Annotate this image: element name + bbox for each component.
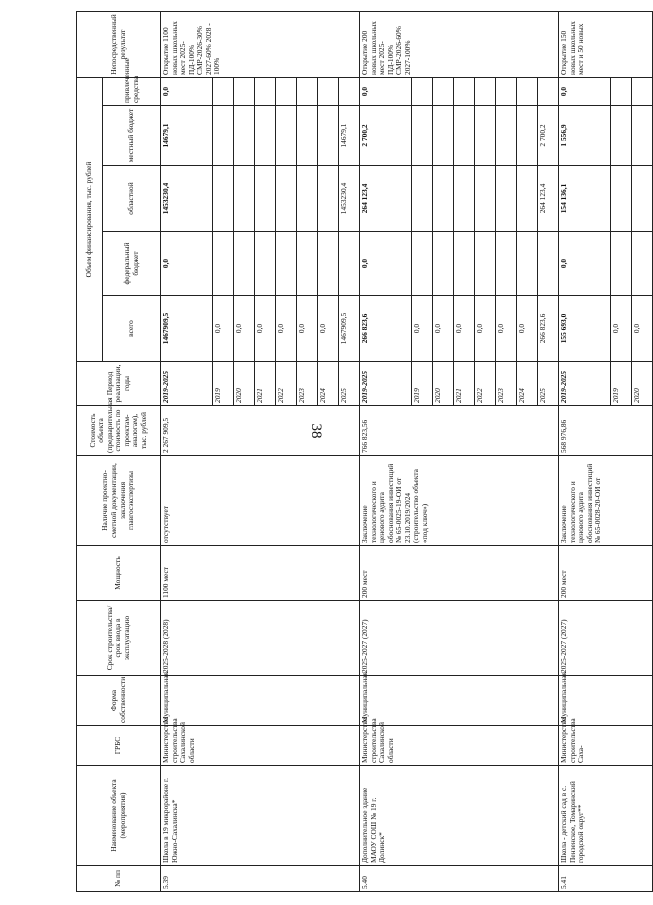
local-amount-cell [496, 106, 517, 166]
other-amount-cell [412, 77, 433, 105]
federal-amount-cell: 0,0 [360, 232, 412, 296]
table-row [161, 11, 213, 891]
period-year-cell: 2024 [318, 362, 339, 406]
other-amount-cell [213, 77, 234, 105]
other-amount-cell [517, 77, 538, 105]
regional-amount-cell: 264 123,4 [538, 166, 559, 232]
regional-amount-cell [297, 166, 318, 232]
total-amount-cell: 0,0 [276, 296, 297, 362]
period-year-cell: 2019 [412, 362, 433, 406]
period-year-cell: 2022 [276, 362, 297, 406]
page-number: 38 [308, 423, 325, 439]
object-name-cell: Школа в 19 микрорайоне г. Южно-Сахалинска* [161, 766, 360, 866]
federal-amount-cell: 0,0 [559, 232, 611, 296]
regional-amount-cell [454, 166, 475, 232]
local-amount-cell [433, 106, 454, 166]
header-capacity: Мощность [77, 546, 161, 601]
period-year-cell: 2023 [496, 362, 517, 406]
header-local: местный бюджет [103, 106, 161, 166]
local-amount-cell [213, 106, 234, 166]
total-amount-cell: 0,0 [234, 296, 255, 362]
period-year-cell: 2019-2025 [559, 362, 611, 406]
local-amount-cell [276, 106, 297, 166]
header-result: Непосредственный результат [77, 11, 161, 77]
other-amount-cell [255, 77, 276, 105]
federal-amount-cell [297, 232, 318, 296]
period-year-cell: 2019-2025 [360, 362, 412, 406]
regional-amount-cell: 1453230,4 [161, 166, 213, 232]
total-amount-cell: 0,0 [255, 296, 276, 362]
other-amount-cell [454, 77, 475, 105]
total-amount-cell: 0,0 [213, 296, 234, 362]
other-amount-cell [339, 77, 360, 105]
period-year-cell: 2025 [538, 362, 559, 406]
header-ownership: Форма собственности [77, 676, 161, 726]
total-amount-cell: 0,0 [318, 296, 339, 362]
object-cost-cell: 2 267 909,5 [161, 406, 360, 456]
federal-amount-cell [433, 232, 454, 296]
federal-amount-cell [412, 232, 433, 296]
period-year-cell: 2019 [611, 362, 632, 406]
federal-amount-cell [339, 232, 360, 296]
regional-amount-cell: 264 123,4 [360, 166, 412, 232]
row-number-cell: 5.41 [559, 866, 653, 892]
total-amount-cell: 0,0 [611, 296, 632, 362]
object-cost-cell: 766 823,56 [360, 406, 559, 456]
period-year-cell: 2024 [517, 362, 538, 406]
regional-amount-cell: 154 136,1 [559, 166, 611, 232]
other-amount-cell [496, 77, 517, 105]
period-year-cell: 2020 [234, 362, 255, 406]
other-amount-cell [318, 77, 339, 105]
federal-amount-cell [496, 232, 517, 296]
other-amount-cell [632, 77, 653, 105]
other-amount-cell: 0,0 [161, 77, 213, 105]
construction-term-cell: 2025-2028 (2028) [161, 601, 360, 676]
header-cost: Стоимость объекта (предварительная стоимость по проектам-аналогам), тыс. рублей [77, 406, 161, 456]
total-amount-cell: 0,0 [297, 296, 318, 362]
page-stage [76, 12, 641, 892]
header-other: привлеченные средства [103, 77, 161, 105]
other-amount-cell: 0,0 [559, 77, 611, 105]
result-cell: Открытие 1100 новых школьных мест 2025-ПД-100% СМР-2026-30% 2027-60% 2028 - 100% [161, 11, 360, 77]
total-amount-cell: 0,0 [475, 296, 496, 362]
other-amount-cell [433, 77, 454, 105]
header-no: № пп [77, 866, 161, 892]
period-year-cell: 2025 [339, 362, 360, 406]
total-amount-cell: 0,0 [454, 296, 475, 362]
grbs-cell: Министерство строительства Саха- [559, 726, 653, 766]
header-regional: областной [103, 166, 161, 232]
result-cell: Открытие 150 новых школьных мест и 50 новых [559, 11, 653, 77]
total-amount-cell: 266 823,6 [360, 296, 412, 362]
period-year-cell: 2022 [475, 362, 496, 406]
federal-amount-cell [475, 232, 496, 296]
local-amount-cell: 1 556,9 [559, 106, 611, 166]
regional-amount-cell [234, 166, 255, 232]
federal-amount-cell [234, 232, 255, 296]
result-cell: Открытие 200 новых школьных мест 2025-ПД-100% СМР-2026-60% 2027-100% [360, 11, 559, 77]
federal-amount-cell [454, 232, 475, 296]
table-header [77, 11, 161, 891]
local-amount-cell: 14679,1 [339, 106, 360, 166]
federal-amount-cell [632, 232, 653, 296]
capacity-cell: 1100 мест [161, 546, 360, 601]
local-amount-cell [297, 106, 318, 166]
regional-amount-cell [475, 166, 496, 232]
capacity-cell: 200 мест [559, 546, 653, 601]
total-amount-cell: 155 693,0 [559, 296, 611, 362]
federal-amount-cell [213, 232, 234, 296]
regional-amount-cell [276, 166, 297, 232]
regional-amount-cell: 1453230,4 [339, 166, 360, 232]
federal-amount-cell [276, 232, 297, 296]
regional-amount-cell [318, 166, 339, 232]
ownership-cell: Муниципальная [161, 676, 360, 726]
regional-amount-cell [632, 166, 653, 232]
local-amount-cell: 14679,1 [161, 106, 213, 166]
local-amount-cell [517, 106, 538, 166]
total-amount-cell: 0,0 [496, 296, 517, 362]
table-row [360, 11, 412, 891]
period-year-cell: 2021 [454, 362, 475, 406]
period-year-cell: 2020 [632, 362, 653, 406]
period-year-cell: 2021 [255, 362, 276, 406]
regional-amount-cell [412, 166, 433, 232]
construction-term-cell: 2025-2027 (2027) [360, 601, 559, 676]
local-amount-cell [611, 106, 632, 166]
row-number-cell: 5.40 [360, 866, 559, 892]
federal-amount-cell [611, 232, 632, 296]
total-amount-cell: 1467909,5 [339, 296, 360, 362]
header-funding: Объем финансирования, тыс. рублей [77, 77, 103, 361]
header-term: Срок строительства/ срок ввода в эксплуатацию [77, 601, 161, 676]
other-amount-cell [297, 77, 318, 105]
header-federal: федеральный бюджет [103, 232, 161, 296]
total-amount-cell: 0,0 [632, 296, 653, 362]
ownership-cell: Муниципальная [360, 676, 559, 726]
period-year-cell: 2019 [213, 362, 234, 406]
table-row [559, 11, 611, 891]
federal-amount-cell [255, 232, 276, 296]
local-amount-cell [318, 106, 339, 166]
ownership-cell: Муниципальная [559, 676, 653, 726]
other-amount-cell [234, 77, 255, 105]
documentation-cell: Заключение технологического и ценового аудита обоснования инвестиций № 65-0025-19-ОИ от 23.10.2019/2024 (строительство объекта «под ключ») [360, 456, 559, 546]
header-name: Наименование объекта (мероприятия) [77, 766, 161, 866]
total-amount-cell: 266 823,6 [538, 296, 559, 362]
object-cost-cell: 568 976,86 [559, 406, 653, 456]
local-amount-cell: 2 700,2 [360, 106, 412, 166]
total-amount-cell: 0,0 [412, 296, 433, 362]
regional-amount-cell [213, 166, 234, 232]
total-amount-cell: 1467909,5 [161, 296, 213, 362]
regional-amount-cell [433, 166, 454, 232]
other-amount-cell [611, 77, 632, 105]
regional-amount-cell [255, 166, 276, 232]
documentation-cell: Заключение технологического и ценового аудита обоснования инвестиций № 65-0028-20-ОИ от [559, 456, 653, 546]
header-period: Период реализации, годы [77, 362, 161, 406]
header-total: всего [103, 296, 161, 362]
federal-amount-cell [318, 232, 339, 296]
local-amount-cell [255, 106, 276, 166]
table-body [161, 11, 653, 891]
local-amount-cell [632, 106, 653, 166]
grbs-cell: Министерство строительства Сахалинской области [161, 726, 360, 766]
federal-amount-cell [517, 232, 538, 296]
header-grbs: ГРБС [77, 726, 161, 766]
local-amount-cell [475, 106, 496, 166]
object-name-cell: Школа - детский сад в с. Пензенское, Томаринский городской округ** [559, 766, 653, 866]
period-year-cell: 2023 [297, 362, 318, 406]
financing-table [76, 11, 653, 892]
row-number-cell: 5.39 [161, 866, 360, 892]
other-amount-cell: 0,0 [360, 77, 412, 105]
total-amount-cell: 0,0 [433, 296, 454, 362]
other-amount-cell [538, 77, 559, 105]
regional-amount-cell [611, 166, 632, 232]
other-amount-cell [475, 77, 496, 105]
total-amount-cell: 0,0 [517, 296, 538, 362]
period-year-cell: 2019-2025 [161, 362, 213, 406]
federal-amount-cell: 0,0 [161, 232, 213, 296]
local-amount-cell [454, 106, 475, 166]
local-amount-cell [412, 106, 433, 166]
rotated-table-wrapper [76, 12, 641, 892]
documentation-cell: отсутствует [161, 456, 360, 546]
other-amount-cell [276, 77, 297, 105]
period-year-cell: 2020 [433, 362, 454, 406]
header-docs: Наличие проектно-сметной документации, заключения главгосэкспертизы [77, 456, 161, 546]
regional-amount-cell [496, 166, 517, 232]
grbs-cell: Министерство строительства Сахалинской области [360, 726, 559, 766]
construction-term-cell: 2025-2027 (2027) [559, 601, 653, 676]
federal-amount-cell [538, 232, 559, 296]
local-amount-cell: 2 700,2 [538, 106, 559, 166]
capacity-cell: 200 мест [360, 546, 559, 601]
object-name-cell: Дополнительное здание МАОУ СОШ № 19 г. Долинск* [360, 766, 559, 866]
regional-amount-cell [517, 166, 538, 232]
local-amount-cell [234, 106, 255, 166]
